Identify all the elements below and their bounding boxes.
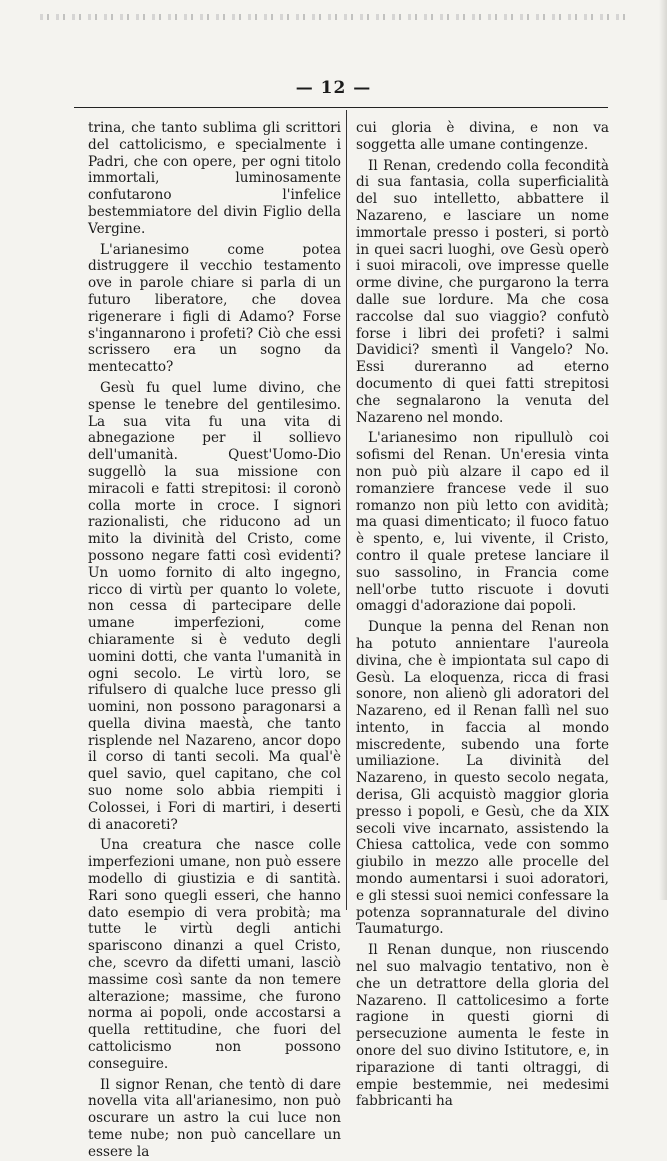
- right-paragraph-5: Il Renan dunque, non riuscendo nel suo malvagio tentativo, non è che un detrattore della gloria del Nazareno. Il cattolicesimo a forte ragione in questi giorni di persecuzione aumenta le feste in onore del suo divino Istitutore, e, in riparazione di tanti oltraggi, di empie bestemmie, nei medesimi fabbricanti ha: [356, 942, 609, 1110]
- left-paragraph-3: Gesù fu quel lume divino, che spense le tenebre del gentilesimo. La sua vita fu una vita di abnegazione per il sollievo dell'umanità. Quest'Uomo-Dio suggellò la sua missione con miracoli e fatti strepitosi: il coronò colla morte in croce. I signori razionalisti, che riducono ad un mito la divinità del Cristo, come possono negare fatti così evidenti? Un uomo fornito di alto ingegno, ricco di virtù per quanto lo volete, non cessa di partecipare delle umane imperfezioni, come chiaramente si è veduto degli uomini dotti, che vanta l'umanità in ogni secolo. Le virtù loro, se rifulsero di qualche luce presso gli uomini, non possono paragonarsi a quella divina maestà, che tanto risplende nel Nazareno, ancor dopo il corso di tanti secoli. Ma qual'è quel savio, quel capitano, che col suo nome solo abbia riempiti i Colossei, i Fori di martiri, i deserti di anacoreti?: [88, 379, 341, 833]
- page-number: — 12 —: [295, 78, 372, 98]
- left-paragraph-5: Il signor Renan, che tentò di dare novella vita all'arianesimo, non può oscurare un astro la cui luce non teme nube; non può cancellare un essere la: [88, 1076, 341, 1160]
- right-paragraph-3: L'arianesimo non ripullulò coi sofismi del Renan. Un'eresia vinta non può più alzare il capo ed il romanziere francese vede il suo romanzo non più letto con avidità; ma quasi dimenticato; il fuoco fatuo è spento, e, lui vivente, il Cristo, contro il quale pretese lanciare il suo sassolino, in Francia come nell'orbe tutto riscuote i dovuti omaggi d'adorazione dai popoli.: [356, 430, 609, 615]
- scan-noise-strip: [40, 14, 630, 20]
- left-paragraph-2: L'arianesimo come potea distruggere il vecchio testamento ove in parole chiare si parla di un futuro liberatore, che dovea rigenerare i figli di Adamo? Forse s'ingannarono i profeti? Ciò che essi scrissero era un sogno da mentecatto?: [88, 241, 341, 376]
- right-paragraph-4: Dunque la penna del Renan non ha potuto annientare l'aureola divina, che è impiontata sul capo di Gesù. La eloquenza, ricca di frasi sonore, non alienò gli adoratori del Nazareno, ed il Renan fallì nel suo intento, in faccia al mondo miscredente, subendo una forte umiliazione. La divinità del Nazareno, in questo secolo negata, derisa, Gli acquistò maggior gloria presso i popoli, e Gesù, che da XIX secoli vive incarnato, assistendo la Chiesa cattolica, vede con sommo giubilo in mezzo alle procelle del mondo aumentarsi i suoi adoratori, e gli stessi suoi nemici confessare la potenza soprannaturale del divino Taumaturgo.: [356, 619, 609, 938]
- column-divider: [346, 110, 347, 910]
- right-column: [356, 120, 609, 1110]
- right-paragraph-1: cui gloria è divina, e non va soggetta alle umane contingenze.: [356, 120, 609, 153]
- left-paragraph-1: trina, che tanto sublima gli scrittori del cattolicismo, e specialmente i Padri, che con opere, per ogni titolo immortali, luminosamente confutarono l'infelice bestemmiatore del divin Figlio della Vergine.: [88, 120, 341, 237]
- header-rule: [74, 107, 608, 108]
- page-binding-edge: [659, 0, 667, 900]
- left-column: [88, 120, 341, 1160]
- left-paragraph-4: Una creatura che nasce colle imperfezioni umane, non può essere modello di giustizia e di santità. Rari sono quegli esseri, che hanno dato esempio di vera probità; ma tutte le virtù degli antichi spariscono dinanzi a quel Cristo, che, scevro da difetti umani, lasciò massime così sante da non temere alterazione; massime, che furono norma ai popoli, onde accostarsi a quella rettitudine, che fuori del cattolicismo non possono conseguire.: [88, 837, 341, 1072]
- right-paragraph-2: Il Renan, credendo colla fecondità di sua fantasia, colla superficialità del suo intelletto, abbattere il Nazareno, e lasciare un nome immortale presso i posteri, si portò in quei sacri luoghi, ove Gesù operò i suoi miracoli, ove impresse quelle orme divine, che purgarono la terra dalle sue lordure. Ma che cosa raccolse dal suo viaggio? confutò forse i libri dei profeti? i salmi Davidici? smentì il Vangelo? No. Essi dureranno ad eterno documento di quei fatti strepitosi che segnalarono la venuta del Nazareno nel mondo.: [356, 157, 609, 426]
